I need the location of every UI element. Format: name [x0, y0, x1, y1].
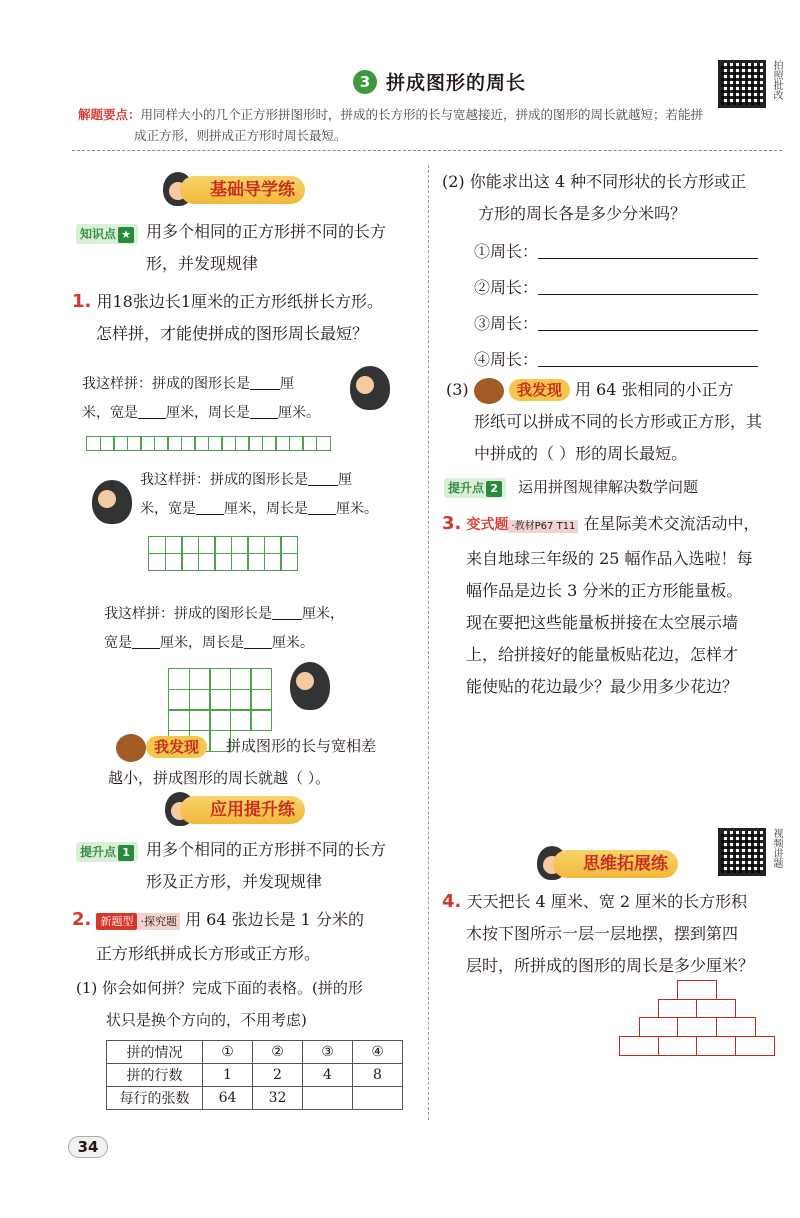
- answer-line-2[interactable]: [538, 279, 758, 295]
- boy-character-icon: [350, 366, 390, 410]
- answer-line-3[interactable]: [538, 315, 758, 331]
- kp3-text: 运用拼图规律解决数学问题: [518, 478, 699, 496]
- answer-line-1[interactable]: [538, 243, 758, 259]
- discover2-badge: 我发现: [509, 379, 570, 401]
- brick-pyramid-figure: [614, 980, 780, 1068]
- new-type-tag: 新题型: [96, 913, 137, 930]
- header-divider: [72, 150, 782, 151]
- improve-point2-tag: 提升点 2: [444, 478, 506, 498]
- kp2-text: 用多个相同的正方形拼不同的长方 形及正方形，并发现规律: [146, 840, 387, 891]
- q2-sub3: (3) 我发现 用 64 张相同的小正方 形纸可以拼成不同的长方形或正方形，其 中拼成的（ ）形的周长最短。: [446, 374, 762, 470]
- knowledge-point-tag: 知识点 ★: [76, 224, 138, 244]
- qr-code-video-icon[interactable]: [718, 828, 766, 876]
- boy2-character-icon: [92, 480, 132, 524]
- q2-sub1: (1) 你会如何拼？完成下面的表格。(拼的形 状只是换个方向的，不用考虑): [76, 979, 363, 1029]
- q2-sub2: (2) 你能求出这 4 种不同形状的长方形或正 方形的周长各是多少分米吗？: [442, 172, 747, 223]
- table-row: 拼的行数 1 2 4 8: [107, 1064, 403, 1087]
- question-4: 4. 天天把长 4 厘米、宽 2 厘米的长方形积 木按下图所示一层一层地摆，摆到第四 层时，所拼成的图形的周长是多少厘米？: [442, 891, 755, 975]
- girl-character-icon: [290, 662, 330, 710]
- solving-tips: 解题要点：用同样大小的几个正方形拼图形时，拼成的长方形的长与宽越接近，拼成的图形的周长就越短；若能拼 成正方形，则拼成正方形时周长最短。: [78, 107, 704, 143]
- explorer2-icon: [474, 378, 504, 404]
- section-apply-badge: 应用提升练: [180, 796, 305, 824]
- question-1: 1. 用18张边长1厘米的正方形纸拼长方形。 怎样拼，才能使拼成的图形周长最短？: [72, 291, 384, 343]
- column-divider: [428, 165, 429, 1120]
- way1-text: 我这样拼：拼成的图形长是 厘 米，宽是 厘米，周长是 厘米。: [82, 376, 320, 421]
- section-basic-badge: 基础导学练: [180, 176, 305, 204]
- improve-point-tag: 提升点 1: [76, 842, 138, 862]
- answer-line-4[interactable]: [538, 351, 758, 367]
- question-2: 2. 新题型 ·探究题 用 64 张边长是 1 分米的 正方形纸拼成长方形或正方形。: [72, 909, 364, 963]
- lesson-number: 3: [353, 70, 377, 94]
- qr-video-caption: 视频讲题: [771, 828, 782, 868]
- grid-1x18: [86, 436, 329, 451]
- table-row: 每行的张数 64 32: [107, 1087, 403, 1110]
- tips-label: 解题要点：: [78, 107, 141, 122]
- page-title: 拼成图形的周长: [386, 72, 527, 94]
- qr-caption: 拍照批改: [771, 60, 782, 100]
- section-extend-badge: 思维拓展练: [553, 850, 678, 878]
- variant-tag: 变式题: [466, 517, 509, 533]
- perimeter-answers: ①周长： ②周长： ③周长： ④周长：: [474, 234, 758, 378]
- grid-2x9: [148, 536, 297, 571]
- discover-badge: 我发现: [146, 736, 207, 758]
- arrangement-table: [106, 1040, 403, 1110]
- question-3: 3. 变式题 ·教材P67 T11 在星际美术交流活动中， 来自地球三年级的 25 幅作品入选啦！每 幅作品是边长 3 分米的正方形能量板。 现在要把这些能量板拼接在太空展示墙 上，给拼接好的能量板贴花边，怎样才 能使贴的花边最少？最少用多少花边？: [442, 513, 760, 696]
- table-row: 拼的情况 ① ② ③ ④: [107, 1041, 403, 1064]
- discover-text: 拼成图形的长与宽相差 越小，拼成图形的周长就越（ ）。: [108, 737, 377, 787]
- way3-text: 我这样拼：拼成的图形长是 厘米， 宽是 厘米，周长是 厘米。: [104, 606, 344, 651]
- page-number: 34: [68, 1136, 108, 1158]
- kp1-text: 用多个相同的正方形拼不同的长方 形，并发现规律: [146, 222, 387, 273]
- way2-text: 我这样拼：拼成的图形长是 厘 米，宽是 厘米，周长是 厘米。: [140, 472, 378, 517]
- qr-code-icon[interactable]: [718, 60, 766, 108]
- star-icon: ★: [118, 227, 134, 243]
